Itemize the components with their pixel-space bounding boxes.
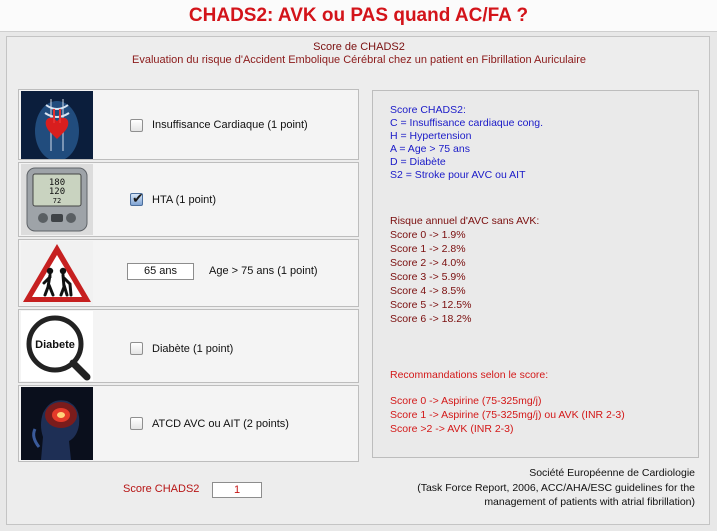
reference-line: management of patients with atrial fibrillation)	[484, 496, 695, 508]
risk-line: Score 3 -> 5.9%	[390, 271, 466, 283]
blood-pressure-monitor-image	[21, 164, 93, 235]
criterion-row-heart-failure	[18, 89, 359, 160]
elderly-warning-sign-image	[21, 241, 93, 305]
score-label: Score CHADS2	[123, 483, 200, 495]
criterion-row-hypertension	[18, 162, 359, 237]
criterion-row-stroke	[18, 385, 359, 462]
legend-line: C = Insuffisance cardiaque cong.	[390, 117, 544, 129]
risk-line: Score 6 -> 18.2%	[390, 313, 472, 325]
risk-line: Score 0 -> 1.9%	[390, 229, 466, 241]
recommendation-line: Score 0 -> Aspirine (75-325mg/j)	[390, 395, 542, 407]
hypertension-label: HTA (1 point)	[152, 194, 216, 206]
section-subheading: Evaluation du risque d'Accident Embolique Cérébral chez un patient en Fibrillation Auriculaire	[132, 54, 586, 66]
risk-line: Score 1 -> 2.8%	[390, 243, 466, 255]
checkmark-icon: ✔	[132, 190, 144, 206]
heart-failure-label: Insuffisance Cardiaque (1 point)	[152, 119, 308, 131]
monitor-reading-2: 120	[48, 187, 66, 197]
main-panel	[6, 36, 710, 525]
risk-title: Risque annuel d'AVC sans AVK:	[390, 215, 540, 227]
legend-line: D = Diabète	[390, 156, 446, 168]
reference-line: (Task Force Report, 2006, ACC/AHA/ESC guidelines for the	[417, 482, 695, 494]
diabetes-magnifier-image	[21, 311, 93, 381]
risk-line: Score 4 -> 8.5%	[390, 285, 466, 297]
info-panel	[372, 90, 699, 458]
recommendation-line: Score >2 -> AVK (INR 2-3)	[390, 423, 514, 435]
recommendation-line: Score 1 -> Aspirine (75-325mg/j) ou AVK (INR 2-3)	[390, 409, 625, 421]
score-output-field[interactable]: 1	[212, 482, 262, 498]
heart-failure-checkbox[interactable]	[130, 119, 143, 132]
monitor-reading-3: 72	[52, 197, 62, 205]
risk-line: Score 2 -> 4.0%	[390, 257, 466, 269]
recommendation-title: Recommandations selon le score:	[390, 369, 549, 381]
page-title: CHADS2: AVK ou PAS quand AC/FA ?	[188, 4, 529, 26]
monitor-reading-1: 180	[48, 178, 66, 188]
legend-line: A = Age > 75 ans	[390, 143, 470, 155]
hypertension-checkbox[interactable]	[130, 190, 144, 206]
legend-line: H = Hypertension	[390, 130, 472, 142]
stroke-label: ATCD AVC ou AIT (2 points)	[152, 418, 289, 430]
criterion-row-diabetes	[18, 309, 359, 383]
brain-stroke-image	[21, 387, 93, 460]
legend-line: S2 = Stroke pour AVC ou AIT	[390, 169, 526, 181]
diabetes-label: Diabète (1 point)	[152, 343, 234, 355]
title-bar	[0, 0, 717, 32]
section-heading: Score de CHADS2	[313, 41, 405, 53]
age-label: Age > 75 ans (1 point)	[209, 265, 318, 277]
reference-line: Société Européenne de Cardiologie	[529, 467, 695, 479]
diabetes-checkbox[interactable]	[130, 342, 143, 355]
heart-anatomy-image	[21, 91, 93, 159]
risk-line: Score 5 -> 12.5%	[390, 299, 472, 311]
age-input[interactable]: 65 ans	[127, 263, 194, 280]
svg-text:Diabete: Diabete	[35, 339, 75, 351]
stroke-checkbox[interactable]	[130, 417, 143, 430]
legend-title: Score CHADS2:	[390, 104, 466, 116]
criterion-row-age	[18, 239, 359, 307]
